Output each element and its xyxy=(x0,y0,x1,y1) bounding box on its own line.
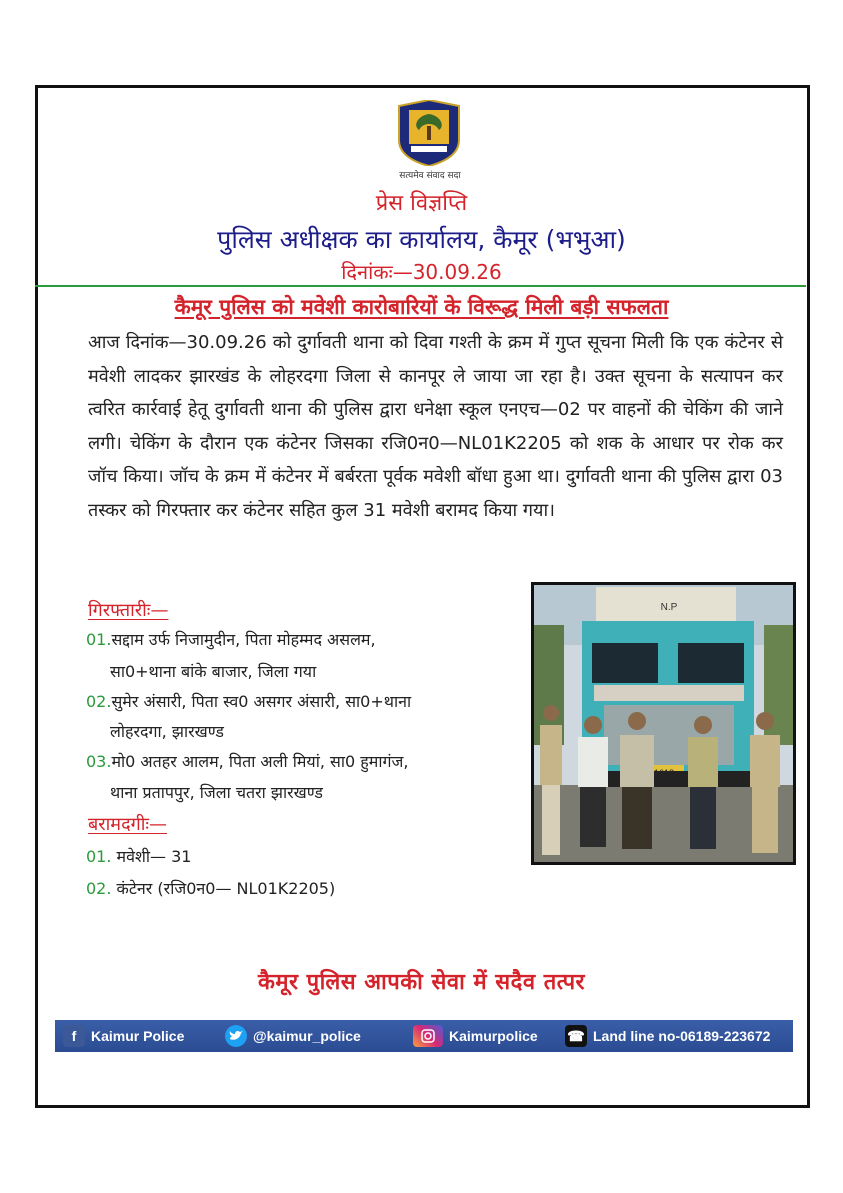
arrest-number: 01. xyxy=(86,630,112,649)
slogan: कैमूर पुलिस आपकी सेवा में सदैव तत्पर xyxy=(257,970,586,995)
office-title: पुलिस अधीक्षक का कार्यालय, कैमूर (भभुआ) xyxy=(217,225,626,254)
recovery-number: 02. xyxy=(86,879,112,898)
twitter-link[interactable] xyxy=(225,1020,361,1052)
seized-truck-photo xyxy=(531,582,796,865)
phone-contact xyxy=(565,1020,770,1052)
instagram-icon xyxy=(413,1025,443,1047)
social-bar xyxy=(55,1020,793,1052)
phone-label: Land line no-06189-223672 xyxy=(593,1028,771,1044)
divider xyxy=(35,285,806,287)
recovery-item-1 xyxy=(86,845,191,867)
arrest-item-3 xyxy=(86,750,408,772)
body-paragraph: आज दिनांक—30.09.26 को दुर्गावती थाना को दिवा गश्ती के क्रम में गुप्त सूचना मिली कि एक कंटेनर से मवेशी लादकर झारखंड के लोहरदगा जिला से कानपूर ले जाया जा रहा है। उक्त सूचना के सत्यापन कर त्वरित कार्रवाई हेतू दुर्गावती थाना की पुलिस द्वारा धनेक्षा स्कूल एनएच—02 पर वाहनों की चेकिंग की जाने लगी। चेकिंग के दौरान एक कंटेनर जिसका रजि0न0—NL01K2205 को शक के आधार पर रोक कर जॉच किया। जॉच के क्रम में कंटेनर में बर्बरता पूर्वक मवेशी बॉधा हुआ था। दुर्गावती थाना की पुलिस द्वारा 03 तस्कर को गिरफ्तार कर कंटेनर सहित कुल 31 मवेशी बरामद किया गया। xyxy=(88,332,783,521)
arrest-item-1 xyxy=(86,628,376,650)
facebook-icon: f xyxy=(63,1025,85,1047)
facebook-label: Kaimur Police xyxy=(91,1028,185,1044)
press-release-title: प्रेस विज्ञप्ति xyxy=(375,191,468,216)
arrest-item-3-line2: थाना प्रतापपुर, जिला चतरा झारखण्ड xyxy=(110,783,323,802)
instagram-label: Kaimurpolice xyxy=(449,1028,538,1044)
instagram-link[interactable] xyxy=(413,1020,538,1052)
truck-plate-text: N.P xyxy=(660,602,678,613)
recovery-text: कंटेनर (रजि0न0— NL01K2205) xyxy=(116,879,336,898)
arrest-number: 03. xyxy=(86,752,112,771)
recovery-label: बरामदगीः— xyxy=(88,814,168,835)
arrest-text: मो0 अतहर आलम, पिता अली मियां, सा0 हुमागंज, xyxy=(111,752,409,771)
recovery-number: 01. xyxy=(86,847,112,866)
arrest-item-2 xyxy=(86,690,411,712)
arrests-label: गिरफ्तारीः— xyxy=(88,600,169,621)
arrest-item-2-line2: लोहरदगा, झारखण्ड xyxy=(110,722,224,741)
twitter-label: @kaimur_police xyxy=(253,1028,361,1044)
recovery-text: मवेशी— 31 xyxy=(116,847,192,866)
bihar-police-emblem-icon xyxy=(395,100,463,166)
arrest-item-1-line2: सा0+थाना बांके बाजार, जिला गया xyxy=(110,662,317,681)
arrest-number: 02. xyxy=(86,692,112,711)
telephone-icon: ☎ xyxy=(565,1025,587,1047)
twitter-icon xyxy=(225,1025,247,1047)
person xyxy=(540,705,562,855)
headline: कैमूर पुलिस को मवेशी कारोबारियों के विरूद्ध मिली बड़ी सफलता xyxy=(174,295,669,319)
logo-caption: सत्यमेव संवाद सदा xyxy=(399,171,461,181)
facebook-link[interactable] xyxy=(63,1020,184,1052)
arrest-text: सुमेर अंसारी, पिता स्व0 असगर अंसारी, सा0+थाना xyxy=(111,692,412,711)
arrest-text: सद्दाम उर्फ निजामुदीन, पिता मोहम्मद असलम, xyxy=(111,630,376,649)
date-line: दिनांकः—30.09.26 xyxy=(341,260,502,284)
recovery-item-2 xyxy=(86,877,335,899)
